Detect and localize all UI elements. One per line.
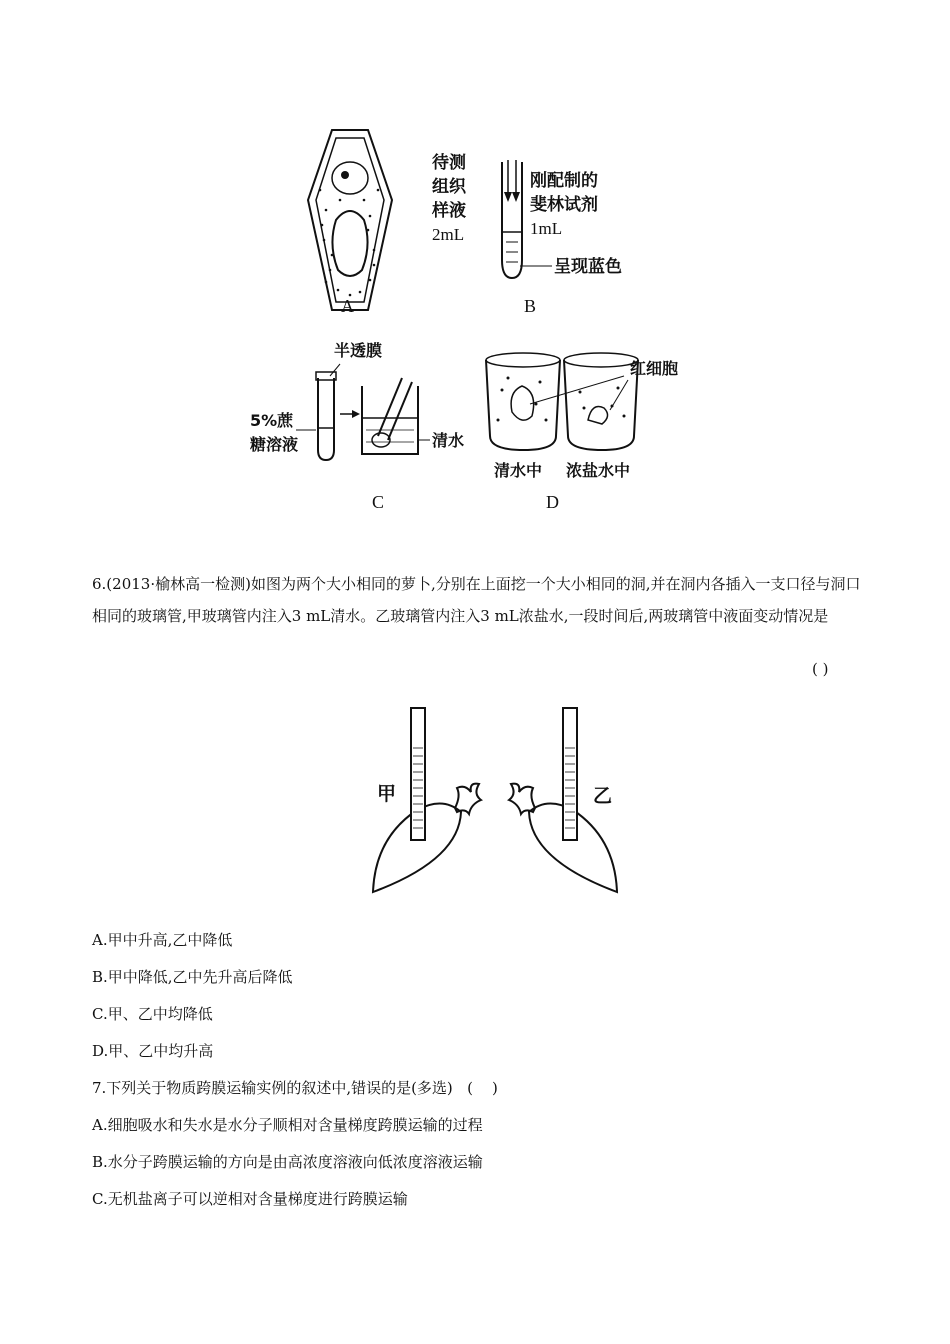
svg-text:清水: 清水 <box>432 431 465 450</box>
svg-text:待测: 待测 <box>432 153 466 173</box>
question-6-text: 6.(2013·榆林高一检测)如图为两个大小相同的萝卜,分别在上面挖一个大小相同的洞,并在洞内各插入一支口径与洞口相同的玻璃管,甲玻璃管内注入3 mL清水。乙玻璃管内注入3 mL浓盐水,一段时间后,两玻璃管中液面变动情况是 <box>92 575 861 625</box>
svg-text:浓盐水中: 浓盐水中 <box>566 461 631 480</box>
question-6-option-c: C.甲、乙中均降低 <box>92 1005 213 1023</box>
svg-text:1mL: 1mL <box>530 219 563 238</box>
panel-b-letter: B <box>524 296 537 316</box>
panel-d-beakers <box>486 353 678 512</box>
svg-text:半透膜: 半透膜 <box>334 341 383 360</box>
svg-text:斐林试剂: 斐林试剂 <box>530 195 598 215</box>
panel-a-plant-cell <box>308 130 392 316</box>
question-7-option-b: B.水分子跨膜运输的方向是由高浓度溶液向低浓度溶液运输 <box>92 1153 483 1171</box>
svg-text:5%蔗: 5%蔗 <box>250 411 294 430</box>
svg-text:样液: 样液 <box>432 201 466 221</box>
panel-b-test-tube <box>431 152 622 316</box>
svg-text:乙: 乙 <box>593 785 613 807</box>
svg-text:刚配制的: 刚配制的 <box>530 171 598 191</box>
question-6-option-d: D.甲、乙中均升高 <box>92 1042 214 1060</box>
svg-text:清水中: 清水中 <box>494 461 543 480</box>
panel-c-letter: C <box>372 492 385 512</box>
radish-figure <box>365 700 625 900</box>
radish-left <box>373 708 481 892</box>
svg-text:糖溶液: 糖溶液 <box>250 435 299 454</box>
panel-a-letter: A <box>341 296 354 316</box>
question-7-option-c: C.无机盐离子可以逆相对含量梯度进行跨膜运输 <box>92 1190 408 1208</box>
svg-text:呈现蓝色: 呈现蓝色 <box>554 257 622 277</box>
panel-c-osmometer <box>250 341 464 512</box>
experiment-figure <box>240 120 700 520</box>
question-7-stem: 7.下列关于物质跨膜运输实例的叙述中,错误的是(多选) ( ) <box>92 1079 498 1097</box>
question-6-option-a: A.甲中升高,乙中降低 <box>92 931 233 949</box>
svg-text:红细胞: 红细胞 <box>630 359 679 378</box>
question-7-option-a: A.细胞吸水和失水是水分子顺相对含量梯度跨膜运输的过程 <box>92 1116 483 1134</box>
radish-right <box>509 708 617 892</box>
panel-d-letter: D <box>546 492 559 512</box>
svg-text:2mL: 2mL <box>432 225 465 244</box>
svg-text:甲: 甲 <box>377 783 397 805</box>
question-6-answer-blank: ( ) <box>812 660 829 678</box>
question-6-option-b: B.甲中降低,乙中先升高后降低 <box>92 968 293 986</box>
svg-text:组织: 组织 <box>432 177 466 197</box>
